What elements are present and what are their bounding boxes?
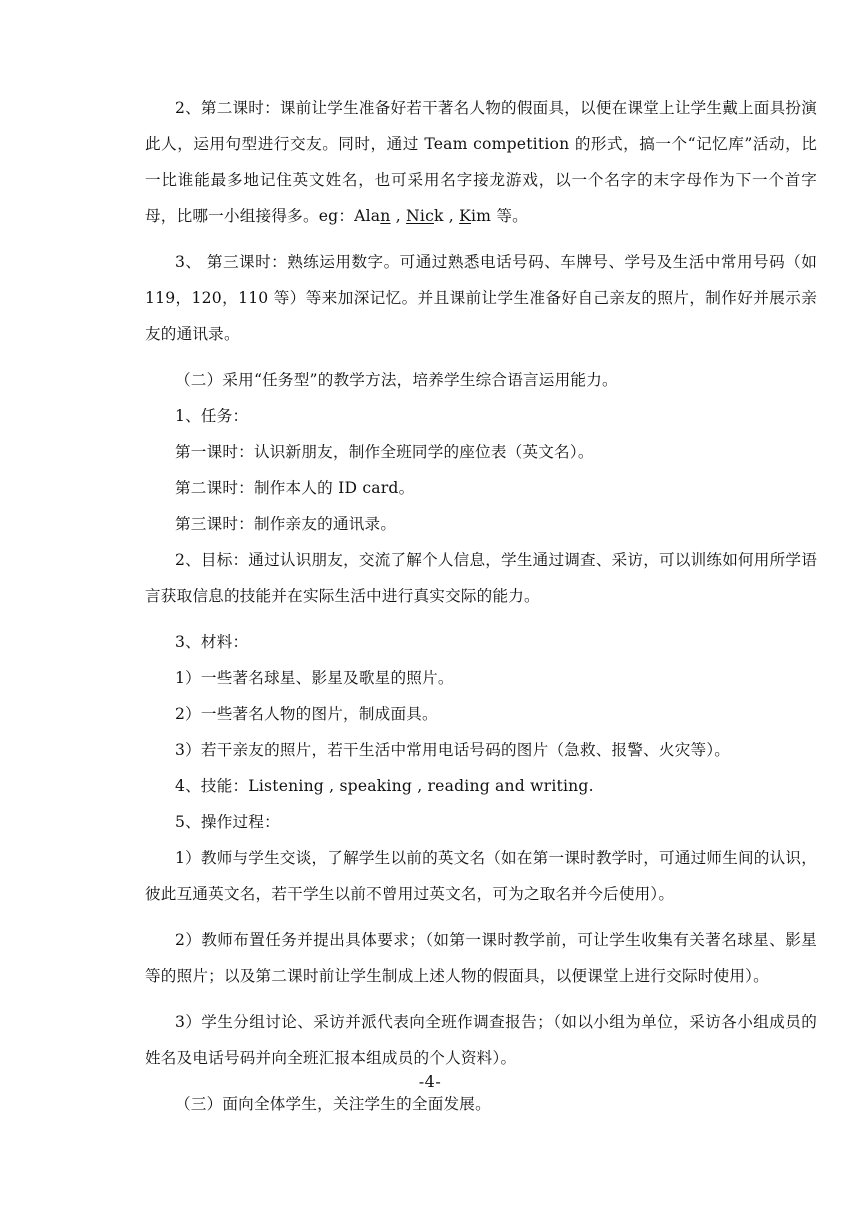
name-nick-after: k , bbox=[434, 207, 460, 225]
page-number: -4- bbox=[418, 1072, 442, 1091]
procedure-step-3: 3）学生分组讨论、采访并派代表向全班作调查报告；（如以小组为单位，采访各小组成员的姓名及电话号码并向全班汇报本组成员的个人资料）。 bbox=[145, 1013, 817, 1067]
task-first-lesson: 第一课时：认识新朋友，制作全班同学的座位表（英文名）。 bbox=[175, 443, 594, 461]
paragraph-goals: 2、目标：通过认识朋友，交流了解个人信息，学生通过调查、采访，可以训练如何用所学语言获取信息的技能并在实际生活中进行真实交际的能力。 bbox=[145, 551, 817, 605]
paragraph-2nd-lesson bbox=[145, 90, 817, 234]
heading-procedure: 5、操作过程： bbox=[175, 813, 280, 831]
paragraph-skills: 4、技能：Listening , speaking , reading and writing. bbox=[175, 777, 594, 795]
procedure-step-2: 2）教师布置任务并提出具体要求；（如第一课时教学前，可让学生收集有关著名球星、影星等的照片；以及第二课时前让学生制成上述人物的假面具，以便课堂上进行交际时使用）。 bbox=[145, 931, 817, 985]
heading-all-students: （三）面向全体学生，关注学生的全面发展。 bbox=[175, 1095, 491, 1113]
name-chain-nick bbox=[406, 207, 459, 225]
paragraph-3rd-lesson: 3、 第三课时：熟练运用数字。可通过熟悉电话号码、车牌号、学号及生活中常用号码（如 119，120，110 等）等来加深记忆。并且课前让学生准备好自己亲友的照片，制作好并展示亲友的通讯录。 bbox=[145, 253, 817, 343]
name-chain-alan bbox=[354, 207, 406, 225]
material-item-3: 3）若干亲友的照片，若干生活中常用电话号码的图片（急救、报警、火灾等）。 bbox=[175, 741, 731, 759]
material-item-1: 1）一些著名球星、影星及歌星的照片。 bbox=[175, 669, 454, 687]
material-item-2: 2）一些著名人物的图片，制成面具。 bbox=[175, 705, 438, 723]
name-alan-before: Ala bbox=[354, 207, 381, 225]
name-kim-after: im 等。 bbox=[470, 207, 528, 225]
name-nick-underlined: Nic bbox=[406, 207, 434, 225]
document-content bbox=[145, 90, 817, 1122]
heading-materials: 3、材料： bbox=[175, 633, 249, 651]
heading-tasks: 1、任务： bbox=[175, 407, 249, 425]
paragraph-2nd-lesson-text: 2、第二课时：课前让学生准备好若干著名人物的假面具，以便在课堂上让学生戴上面具扮演此人，运用句型进行交友。同时，通过 Team competition 的形式，搞一个“记忆库”活动，比一比谁能最多地记住英文姓名，也可采用名字接龙游戏，以一个名字的末字母作为下一个首字母，比哪一小组接得多。eg： bbox=[145, 99, 817, 225]
task-third-lesson: 第三课时：制作亲友的通讯录。 bbox=[175, 515, 397, 533]
name-kim-underlined: K bbox=[459, 207, 471, 225]
task-second-lesson: 第二课时：制作本人的 ID card。 bbox=[175, 479, 415, 497]
name-alan-underlined: n bbox=[380, 207, 391, 225]
heading-task-based-method: （二）采用“任务型”的教学方法，培养学生综合语言运用能力。 bbox=[175, 371, 618, 389]
name-alan-after: , bbox=[390, 207, 407, 225]
procedure-step-1: 1）教师与学生交谈，了解学生以前的英文名（如在第一课时教学时，可通过师生间的认识，彼此互通英文名，若干学生以前不曾用过英文名，可为之取名并今后使用）。 bbox=[145, 849, 817, 903]
name-chain-kim bbox=[459, 207, 528, 225]
